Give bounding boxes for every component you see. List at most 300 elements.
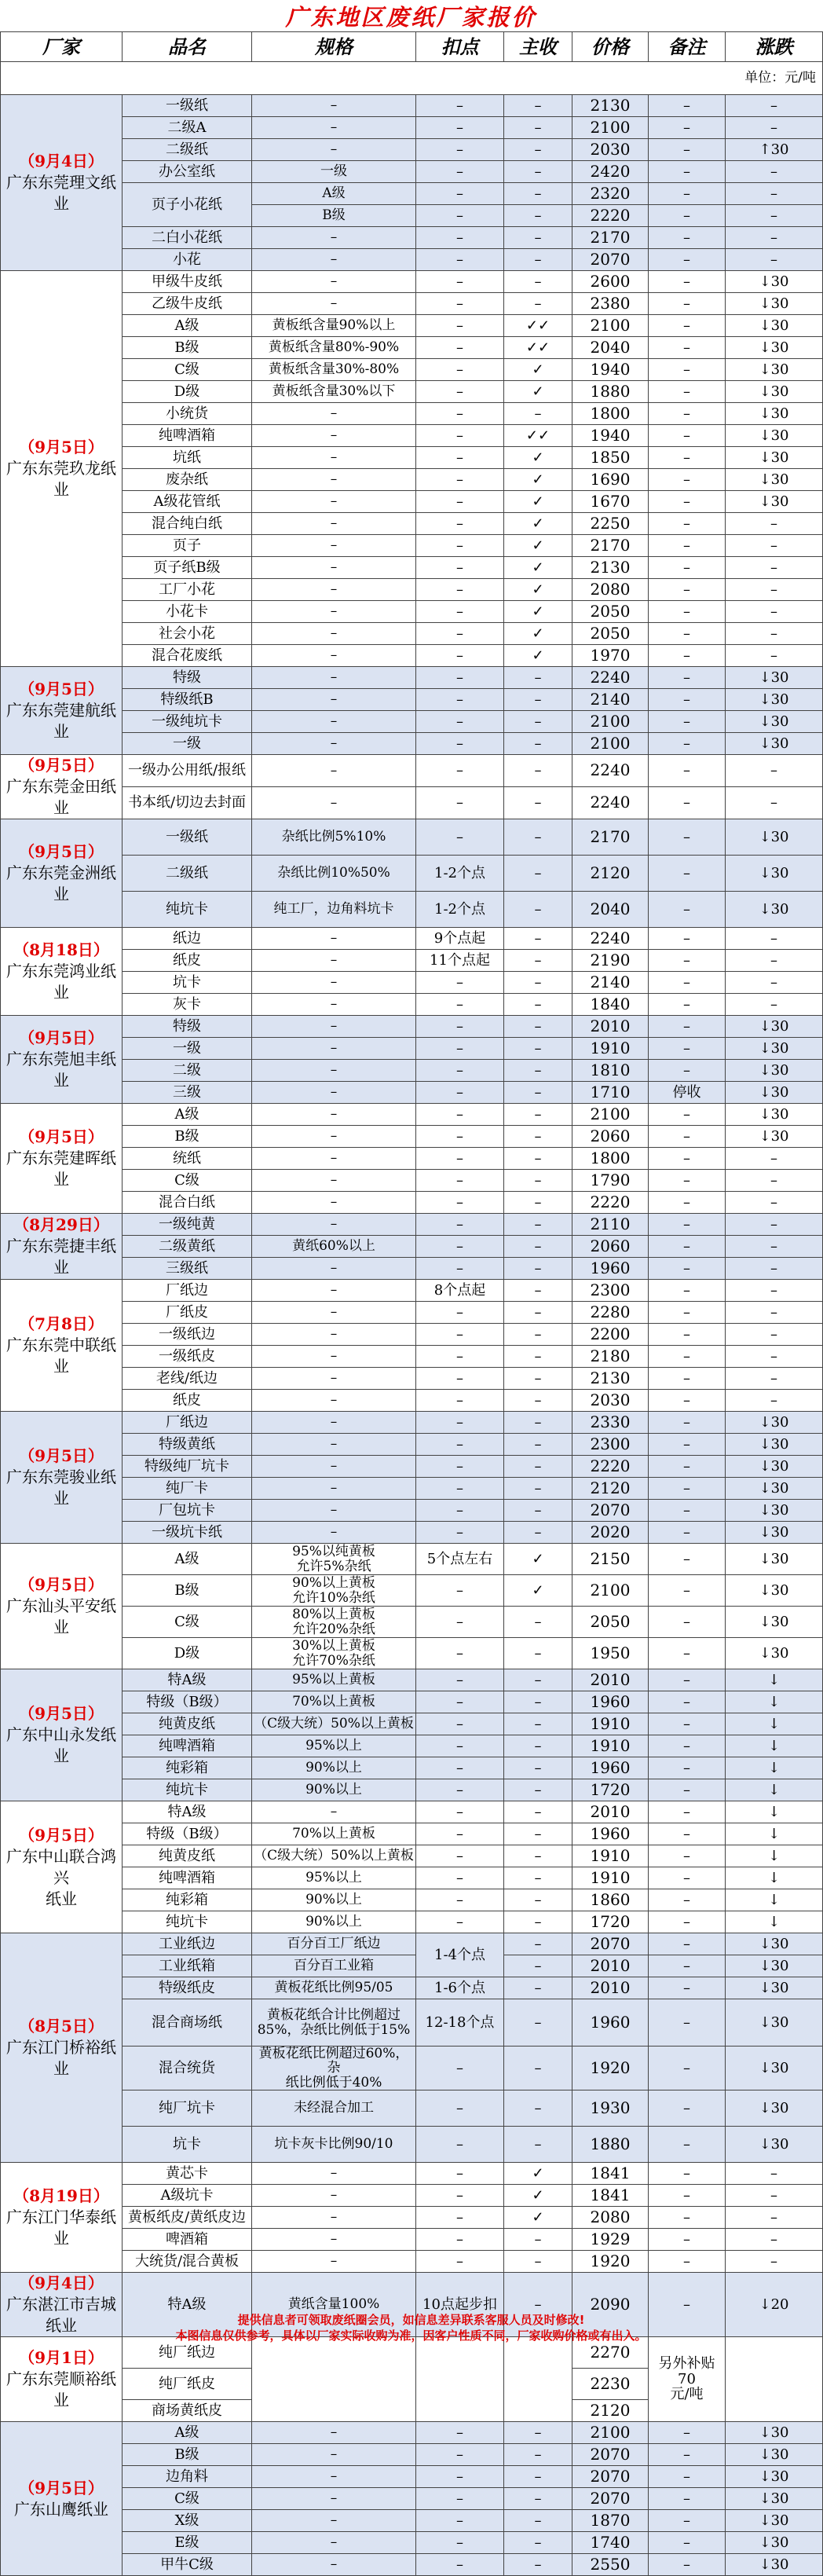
product-cell: D级 [123, 381, 252, 403]
factory-date: （9月4日） [19, 2274, 104, 2293]
change-cell: – [726, 117, 823, 139]
note-cell: – [649, 1346, 726, 1368]
spec-cell: – [252, 1280, 416, 1302]
deduction-cell: – [416, 1214, 504, 1236]
header-row [1, 32, 823, 62]
note-cell: – [649, 2229, 726, 2251]
product-cell: 二级A [123, 117, 252, 139]
price-cell: 2090 [572, 2273, 649, 2337]
note-cell: – [649, 1148, 726, 1170]
table-row [1, 1038, 823, 1060]
main-collect-cell: – [504, 95, 572, 117]
deduction-cell: – [416, 972, 504, 994]
note-cell: – [649, 667, 726, 689]
spec-cell: – [252, 139, 416, 161]
main-collect-cell [504, 2337, 572, 2422]
header-deduction: 扣点 [416, 32, 504, 62]
table-row [1, 2466, 823, 2488]
main-collect-cell: – [504, 711, 572, 733]
product-cell: 纯厂纸皮 [123, 2369, 252, 2400]
change-cell: ↓ [726, 1867, 823, 1889]
note-cell: – [649, 950, 726, 972]
deduction-cell: – [416, 161, 504, 183]
main-collect-cell: ✓ [504, 513, 572, 535]
spec-cell: – [252, 733, 416, 755]
change-cell: – [726, 161, 823, 183]
factory-cell [1, 1544, 123, 1669]
table-row [1, 227, 823, 249]
deduction-cell: – [416, 1346, 504, 1368]
note-cell: – [649, 447, 726, 469]
product-cell: 纯坑卡 [123, 1911, 252, 1933]
product-cell: 一级 [123, 1038, 252, 1060]
table-row [1, 667, 823, 689]
spec-cell: – [252, 95, 416, 117]
price-cell: 1870 [572, 2510, 649, 2532]
factory-cell [1, 2163, 123, 2273]
deduction-cell: – [416, 2229, 504, 2251]
factory-cell [1, 755, 123, 819]
table-row [1, 1889, 823, 1911]
price-cell: 1950 [572, 1638, 649, 1669]
note-cell: – [649, 1638, 726, 1669]
spec-cell: 95%以上 [252, 1867, 416, 1889]
table-row [1, 1713, 823, 1735]
change-cell: – [726, 579, 823, 601]
deduction-cell: – [416, 315, 504, 337]
deduction-cell: – [416, 1735, 504, 1757]
unit-label: 单位：元/吨 [1, 62, 823, 95]
deduction-cell: – [416, 293, 504, 315]
spec-cell: – [252, 1522, 416, 1544]
deduction-cell: – [416, 1082, 504, 1104]
product-cell: 厂包坑卡 [123, 1500, 252, 1522]
table-row [1, 1801, 823, 1823]
spec-cell: 90%以上 [252, 1889, 416, 1911]
table-row [1, 271, 823, 293]
price-cell: 1910 [572, 1867, 649, 1889]
main-collect-cell: – [504, 403, 572, 425]
product-cell: 坑卡 [123, 972, 252, 994]
deduction-cell: 12-18个点 [416, 1999, 504, 2047]
deduction-cell [416, 2337, 504, 2422]
deduction-cell: – [416, 711, 504, 733]
change-cell: ↓30 [726, 1038, 823, 1060]
spec-cell: – [252, 1478, 416, 1500]
deduction-cell: – [416, 271, 504, 293]
note-cell: – [649, 711, 726, 733]
table-row [1, 1735, 823, 1757]
table-row [1, 1390, 823, 1412]
price-cell: 2080 [572, 579, 649, 601]
product-cell: 二级 [123, 1060, 252, 1082]
product-cell: 一级纯坑卡 [123, 711, 252, 733]
product-cell: 纯啤酒箱 [123, 425, 252, 447]
factory-name: 广东中山永发纸业 [6, 1725, 116, 1765]
note-cell: – [649, 819, 726, 856]
spec-cell: – [252, 117, 416, 139]
price-cell: 2220 [572, 205, 649, 227]
spec-cell: – [252, 1434, 416, 1456]
main-collect-cell: ✓ [504, 469, 572, 491]
price-cell: 2050 [572, 1607, 649, 1638]
note-cell: – [649, 1889, 726, 1911]
deduction-cell: – [416, 755, 504, 787]
spec-cell: 黄纸含量100% [252, 2273, 416, 2337]
note-cell: – [649, 1999, 726, 2047]
price-cell: 2280 [572, 1302, 649, 1324]
price-cell: 2060 [572, 1236, 649, 1258]
note-cell: – [649, 1933, 726, 1955]
price-cell: 2300 [572, 1434, 649, 1456]
deduction-cell: – [416, 2554, 504, 2576]
product-cell: 甲牛C级 [123, 2554, 252, 2576]
main-collect-cell: ✓ [504, 1575, 572, 1607]
table-row [1, 1324, 823, 1346]
main-collect-cell: – [504, 139, 572, 161]
price-cell: 2030 [572, 139, 649, 161]
spec-cell: B级 [252, 205, 416, 227]
price-cell: 2100 [572, 711, 649, 733]
product-cell: 二白小花纸 [123, 227, 252, 249]
main-collect-cell: – [504, 1390, 572, 1412]
main-collect-cell: ✓✓ [504, 337, 572, 359]
product-cell: 一级坑卡纸 [123, 1522, 252, 1544]
price-cell: 2240 [572, 928, 649, 950]
deduction-cell: – [416, 2510, 504, 2532]
note-cell: – [649, 1126, 726, 1148]
price-cell: 2170 [572, 819, 649, 856]
main-collect-cell: – [504, 2532, 572, 2554]
spec-cell: – [252, 447, 416, 469]
deduction-cell: 1-2个点 [416, 892, 504, 928]
deduction-cell: – [416, 1757, 504, 1779]
note-cell: – [649, 1456, 726, 1478]
table-row [1, 787, 823, 819]
change-cell: – [726, 1346, 823, 1368]
spec-cell: – [252, 2422, 416, 2444]
product-cell: C级 [123, 359, 252, 381]
price-cell: 2600 [572, 271, 649, 293]
main-collect-cell: ✓ [504, 535, 572, 557]
deduction-cell: – [416, 1889, 504, 1911]
note-cell: – [649, 2090, 726, 2127]
main-collect-cell: – [504, 1214, 572, 1236]
note-cell: – [649, 183, 726, 205]
spec-cell: – [252, 2466, 416, 2488]
change-cell: ↓30 [726, 447, 823, 469]
price-cell: 1880 [572, 381, 649, 403]
deduction-cell: – [416, 205, 504, 227]
note-cell: – [649, 1258, 726, 1280]
note-cell: – [649, 271, 726, 293]
product-cell: 混合统货 [123, 2047, 252, 2090]
spec-cell: 90%以上 [252, 1911, 416, 1933]
price-cell: 2070 [572, 1500, 649, 1522]
deduction-cell: – [416, 1324, 504, 1346]
price-cell: 2010 [572, 1955, 649, 1977]
main-collect-cell: – [504, 1867, 572, 1889]
spec-cell: – [252, 1346, 416, 1368]
note-cell: 停收 [649, 1082, 726, 1104]
main-collect-cell: ✓ [504, 623, 572, 645]
factory-date: （9月5日） [19, 438, 104, 456]
deduction-cell: – [416, 733, 504, 755]
price-cell: 2010 [572, 1669, 649, 1691]
header-main: 主收 [504, 32, 572, 62]
deduction-cell: – [416, 491, 504, 513]
note-cell: – [649, 733, 726, 755]
main-collect-cell: – [504, 1456, 572, 1478]
table-row [1, 183, 823, 205]
spec-cell: – [252, 1126, 416, 1148]
main-collect-cell: – [504, 689, 572, 711]
table-row [1, 1258, 823, 1280]
spec-cell: – [252, 2510, 416, 2532]
spec-cell: 杂纸比例5%10% [252, 819, 416, 856]
factory-cell [1, 2422, 123, 2576]
price-cell: 2230 [572, 2369, 649, 2400]
main-collect-cell: ✓✓ [504, 425, 572, 447]
main-collect-cell: – [504, 1016, 572, 1038]
table-row [1, 1955, 823, 1977]
table-row [1, 711, 823, 733]
factory-cell [1, 1933, 123, 2163]
deduction-cell: – [416, 1434, 504, 1456]
change-cell: ↓30 [726, 1434, 823, 1456]
factory-date: （9月5日） [19, 842, 104, 861]
product-cell: 混合商场纸 [123, 1999, 252, 2047]
price-cell: 2220 [572, 1456, 649, 1478]
change-cell: ↑30 [726, 139, 823, 161]
change-cell: ↓30 [726, 425, 823, 447]
price-cell: 1910 [572, 1845, 649, 1867]
main-collect-cell: ✓ [504, 557, 572, 579]
change-cell: ↓30 [726, 1126, 823, 1148]
product-cell: 纸皮 [123, 950, 252, 972]
price-cell: 1940 [572, 359, 649, 381]
spec-cell: 90%以上黄板 允许10%杂纸 [252, 1575, 416, 1607]
product-cell: 二级黄纸 [123, 1236, 252, 1258]
spec-cell: 黄板纸含量80%-90% [252, 337, 416, 359]
spec-cell: 百分百工厂纸边 [252, 1933, 416, 1955]
main-collect-cell: – [504, 205, 572, 227]
table-row [1, 1999, 823, 2047]
main-collect-cell: – [504, 1148, 572, 1170]
deduction-cell: 1-2个点 [416, 856, 504, 892]
table-row [1, 2422, 823, 2444]
unit-row [1, 62, 823, 95]
change-cell: ↓30 [726, 2422, 823, 2444]
deduction-cell: – [416, 1845, 504, 1867]
deduction-cell: – [416, 1302, 504, 1324]
change-cell: ↓30 [726, 1955, 823, 1977]
product-cell: 页子小花纸 [123, 183, 252, 227]
price-cell: 2240 [572, 755, 649, 787]
factory-date: （9月4日） [19, 152, 104, 170]
change-cell: ↓ [726, 1735, 823, 1757]
factory-name: 广东东莞顺裕纸业 [6, 2369, 116, 2410]
note-cell: – [649, 1368, 726, 1390]
table-row [1, 249, 823, 271]
change-cell: ↓30 [726, 667, 823, 689]
spec-cell: 80%以上黄板 允许20%杂纸 [252, 1607, 416, 1638]
spec-cell: A级 [252, 183, 416, 205]
spec-cell: – [252, 2251, 416, 2273]
change-cell: – [726, 972, 823, 994]
change-cell: – [726, 1302, 823, 1324]
note-cell: – [649, 1607, 726, 1638]
deduction-cell: – [416, 1456, 504, 1478]
deduction-cell: – [416, 2251, 504, 2273]
main-collect-cell: – [504, 1889, 572, 1911]
price-cell: 2080 [572, 2207, 649, 2229]
price-cell: 1670 [572, 491, 649, 513]
table-row [1, 1575, 823, 1607]
main-collect-cell: – [504, 1082, 572, 1104]
product-cell: 工业纸箱 [123, 1955, 252, 1977]
note-cell: – [649, 403, 726, 425]
note-cell: – [649, 491, 726, 513]
price-cell: 1860 [572, 1889, 649, 1911]
change-cell: ↓30 [726, 2127, 823, 2163]
header-note: 备注 [649, 32, 726, 62]
spec-cell: – [252, 425, 416, 447]
table-row [1, 513, 823, 535]
table-row [1, 1346, 823, 1368]
change-cell: ↓30 [726, 271, 823, 293]
note-cell: – [649, 205, 726, 227]
main-collect-cell: – [504, 1038, 572, 1060]
price-cell: 1841 [572, 2185, 649, 2207]
spec-cell: – [252, 2444, 416, 2466]
table-row [1, 1669, 823, 1691]
factory-cell [1, 1280, 123, 1412]
deduction-cell: – [416, 117, 504, 139]
main-collect-cell: ✓ [504, 2163, 572, 2185]
change-cell: ↓30 [726, 2532, 823, 2554]
deduction-cell: – [416, 249, 504, 271]
table-row [1, 2251, 823, 2273]
spec-cell: – [252, 601, 416, 623]
price-cell: 2240 [572, 787, 649, 819]
main-collect-cell: – [504, 271, 572, 293]
product-cell: 黄板纸皮/黄纸皮边 [123, 2207, 252, 2229]
table-row [1, 1236, 823, 1258]
factory-date: （9月5日） [19, 680, 104, 698]
spec-cell: 95%以纯黄板 允许5%杂纸 [252, 1544, 416, 1575]
deduction-cell: – [416, 2466, 504, 2488]
factory-cell [1, 928, 123, 1016]
note-cell: – [649, 787, 726, 819]
deduction-cell: – [416, 403, 504, 425]
price-cell: 2270 [572, 2337, 649, 2369]
note-cell: – [649, 469, 726, 491]
factory-date: （9月1日） [19, 2348, 104, 2368]
table-row [1, 1757, 823, 1779]
deduction-cell: – [416, 1126, 504, 1148]
factory-name: 广东东莞玖龙纸业 [6, 459, 116, 499]
factory-date: （9月5日） [19, 1825, 104, 1845]
footer-note [0, 2312, 822, 2344]
product-cell: 纸皮 [123, 1390, 252, 1412]
deduction-cell: – [416, 1192, 504, 1214]
product-cell: 统纸 [123, 1148, 252, 1170]
price-cell: 1720 [572, 1779, 649, 1801]
main-collect-cell: – [504, 2444, 572, 2466]
table-row [1, 1544, 823, 1575]
note-cell: – [649, 2163, 726, 2185]
deduction-cell: – [416, 787, 504, 819]
spec-cell: – [252, 1500, 416, 1522]
spec-cell: – [252, 667, 416, 689]
factory-name: 广东东莞金田纸业 [6, 777, 116, 817]
main-collect-cell: – [504, 1126, 572, 1148]
price-cell: 1800 [572, 1148, 649, 1170]
factory-date: （9月5日） [19, 2478, 104, 2497]
product-cell: A级 [123, 1104, 252, 1126]
factory-cell [1, 1214, 123, 1280]
note-cell: – [649, 623, 726, 645]
change-cell: ↓30 [726, 1412, 823, 1434]
price-cell: 2330 [572, 1412, 649, 1434]
note-cell: – [649, 1801, 726, 1823]
note-cell: – [649, 892, 726, 928]
main-collect-cell: – [504, 2273, 572, 2337]
note-cell: – [649, 95, 726, 117]
deduction-cell: – [416, 139, 504, 161]
table-row [1, 425, 823, 447]
spec-cell: – [252, 249, 416, 271]
change-cell: ↓30 [726, 1607, 823, 1638]
table-row [1, 994, 823, 1016]
note-cell: – [649, 579, 726, 601]
main-collect-cell: – [504, 667, 572, 689]
spec-cell: – [252, 1368, 416, 1390]
note-cell: – [649, 601, 726, 623]
change-cell: ↓30 [726, 733, 823, 755]
table-row [1, 161, 823, 183]
change-cell: ↓30 [726, 2510, 823, 2532]
deduction-cell: – [416, 227, 504, 249]
main-collect-cell: – [504, 1060, 572, 1082]
price-cell: 2120 [572, 1478, 649, 1500]
table-row [1, 1522, 823, 1544]
product-cell: 纯坑卡 [123, 892, 252, 928]
main-collect-cell: – [504, 1999, 572, 2047]
table-row [1, 359, 823, 381]
price-cell: 1970 [572, 645, 649, 667]
main-collect-cell: – [504, 1713, 572, 1735]
product-cell: B级 [123, 1575, 252, 1607]
price-cell: 1960 [572, 1757, 649, 1779]
spec-cell: – [252, 2488, 416, 2510]
table-row [1, 1845, 823, 1867]
table-row [1, 856, 823, 892]
change-cell: – [726, 2185, 823, 2207]
factory-date: （8月29日） [13, 1215, 109, 1234]
spec-cell: 黄板纸含量30%以下 [252, 381, 416, 403]
price-cell: 2380 [572, 293, 649, 315]
table-row [1, 2510, 823, 2532]
price-cell: 1720 [572, 1911, 649, 1933]
product-cell: 老线/纸边 [123, 1368, 252, 1390]
spec-cell: 一级 [252, 161, 416, 183]
note-cell: – [649, 645, 726, 667]
change-cell: ↓ [726, 1845, 823, 1867]
price-cell: 2050 [572, 623, 649, 645]
spec-cell: – [252, 2532, 416, 2554]
